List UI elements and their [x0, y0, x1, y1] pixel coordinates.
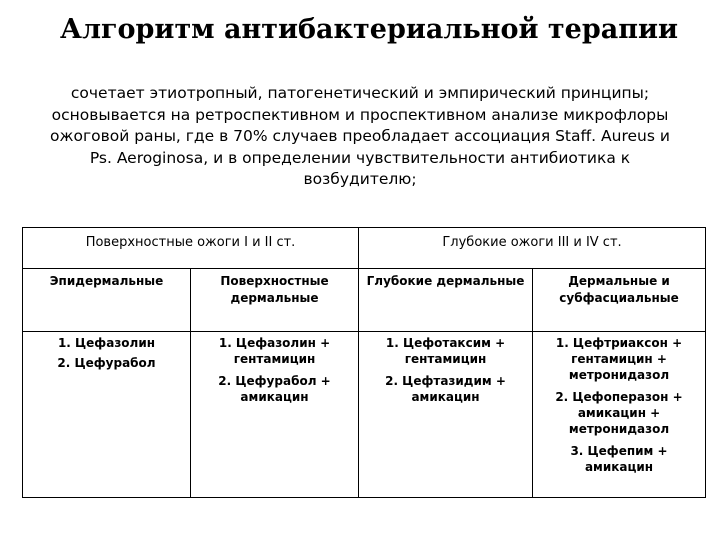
column-header-dermal-subfascial: Дермальные и субфасциальные — [533, 269, 706, 332]
group-header-superficial: Поверхностные ожоги I и II ст. — [23, 228, 359, 269]
table-group-header-row — [23, 228, 706, 269]
drug-item: 2. Цефурабол + амикацин — [218, 374, 331, 404]
column-header-superficial-dermal: Поверхностные дермальные — [191, 269, 359, 332]
table-column-header-row — [23, 269, 706, 332]
drug-item: 1. Цефтриаксон + гентамицин + метронидазол — [555, 336, 683, 382]
intro-text — [40, 83, 680, 191]
intro-line-2: основывается на ретроспективном и проспективном анализе микрофлоры ожоговой раны, где в 70% случаев преобладает ассоциация Staff. Aureus и Ps. Aeroginosa, и в определении чувствительности антибиотика к возбудителю; — [50, 105, 670, 188]
drug-item: 2. Цефтазидим + амикацин — [385, 374, 506, 404]
cell-epidermal — [23, 332, 191, 498]
page-title: Алгоритм антибактериальной терапии — [59, 14, 679, 45]
table-row — [23, 332, 706, 498]
cell-superficial-dermal — [191, 332, 359, 498]
column-header-epidermal: Эпидермальные — [23, 269, 191, 332]
drug-item: 2. Цефоперазон + амикацин + метронидазол — [555, 390, 683, 436]
drug-item: 1. Цефотаксим + гентамицин — [385, 336, 506, 366]
drug-item: 1. Цефазолин — [57, 336, 156, 350]
cell-deep-dermal — [359, 332, 533, 498]
column-header-deep-dermal: Глубокие дермальные — [359, 269, 533, 332]
drug-item: 2. Цефурабол — [57, 356, 156, 370]
drug-item: 3. Цефепим + амикацин — [570, 444, 668, 474]
drug-item: 1. Цефазолин + гентамицин — [218, 336, 331, 366]
intro-line-1: сочетает этиотропный, патогенетический и эмпирический принципы; — [70, 84, 650, 102]
therapy-table — [22, 227, 706, 498]
cell-dermal-subfascial — [533, 332, 706, 498]
group-header-deep: Глубокие ожоги III и IV ст. — [359, 228, 706, 269]
